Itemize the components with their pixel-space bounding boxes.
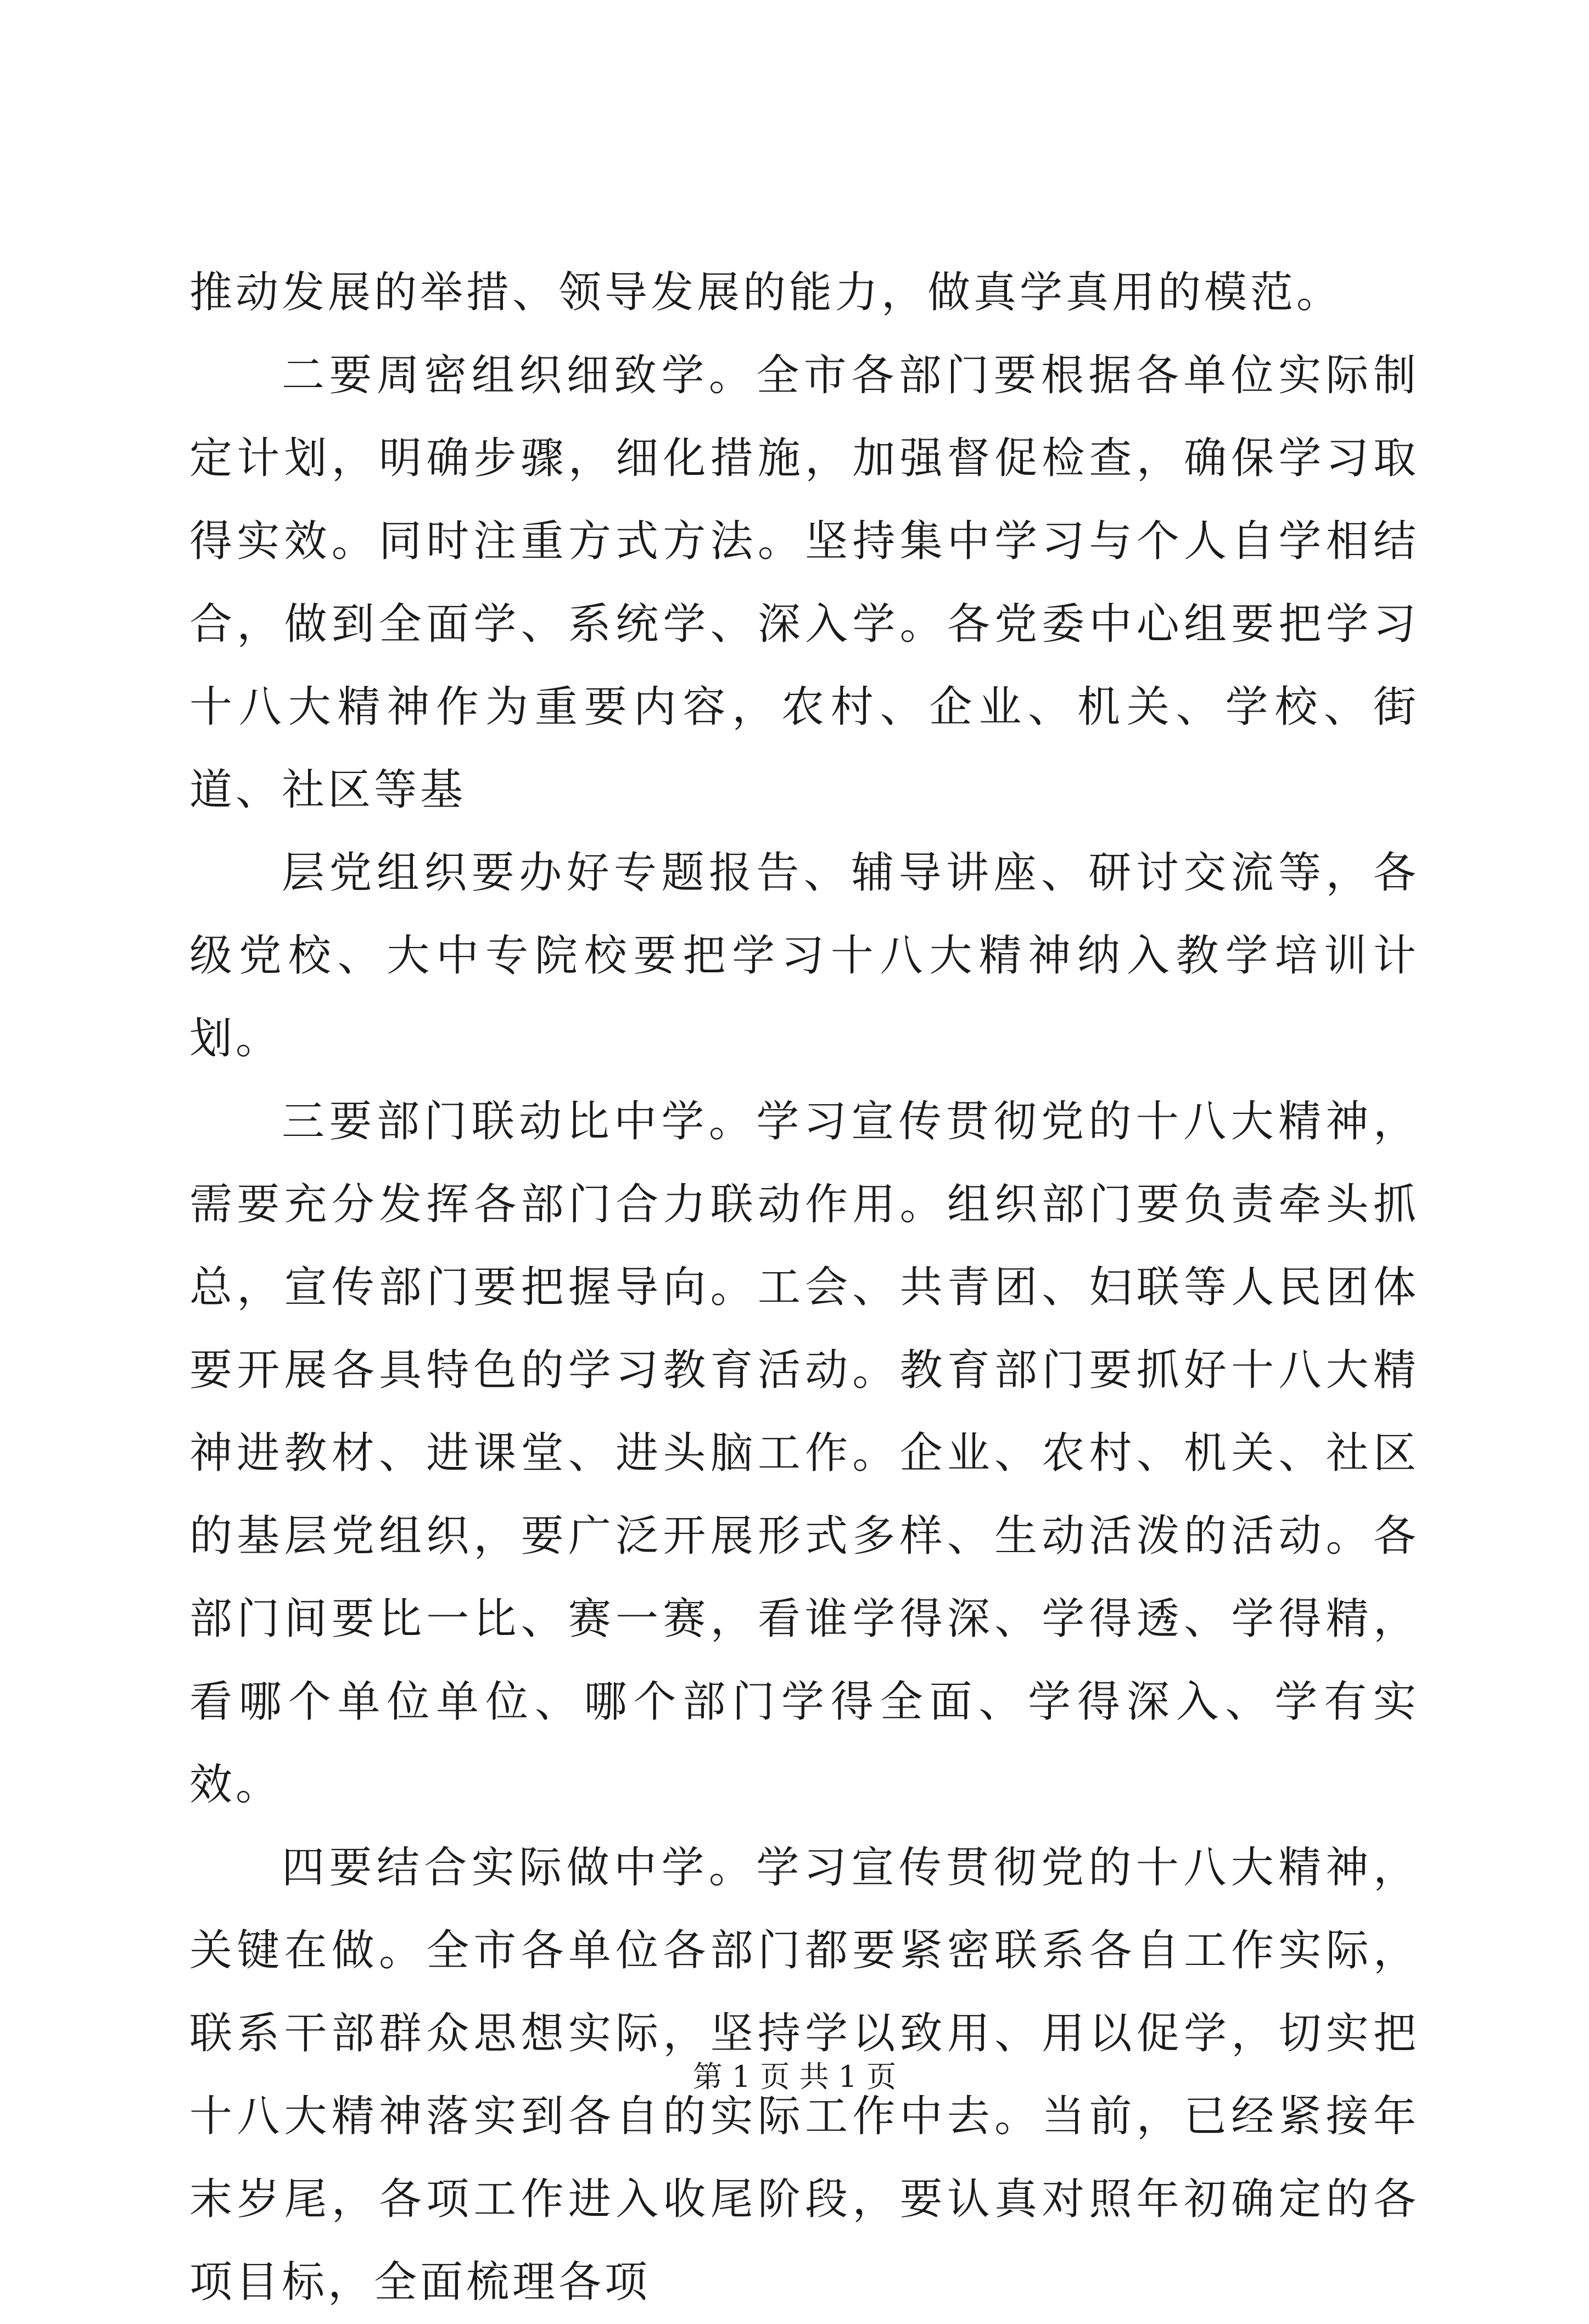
page-footer: 第 1 页 共 1 页: [692, 2059, 897, 2094]
paragraph-1: 推动发展的举措、领导发展的能力，做真学真用的模范。: [189, 268, 1343, 317]
paragraph-2: 二要周密组织细致学。全市各部门要根据各单位实际制定计划，明确步骤，细化措施，加强督促检查，确保学习取得实效。同时注重方式方法。坚持集中学习与个人自学相结合，做到全面学、系统学、深入学。各党委中心组要把学习十八大精神作为重要内容，农村、企业、机关、学校、街道、社区等基: [189, 351, 1419, 815]
paragraph-4: 三要部门联动比中学。学习宣传贯彻党的十八大精神，需要充分发挥各部门合力联动作用。组织部门要负责牵头抓总，宣传部门要把握导向。工会、共青团、妇联等人民团体要开展各具特色的学习教育活动。教育部门要抓好十八大精神进教材、进课堂、进头脑工作。企业、农村、机关、社区的基层党组织，要广泛开展形式多样、生动活泼的活动。各部门间要比一比、赛一赛，看谁学得深、学得透、学得精，看哪个单位单位、哪个部门学得全面、学得深入、学有实效。: [189, 1097, 1419, 1810]
paragraph-5: 四要结合实际做中学。学习宣传贯彻党的十八大精神，关键在做。全市各单位各部门都要紧密联系各自工作实际，联系干部群众思想实际，坚持学以致用、用以促学，切实把十八大精神落实到各自的实际工作中去。当前，已经紧接年末岁尾，各项工作进入收尾阶段，要认真对照年初确定的各项目标，全面梳理各项: [189, 1843, 1419, 2307]
body-text: [189, 251, 1419, 2324]
paragraph-3: 层党组织要办好专题报告、辅导讲座、研讨交流等，各级党校、大中专院校要把学习十八大精神纳入教学培训计划。: [189, 848, 1419, 1063]
